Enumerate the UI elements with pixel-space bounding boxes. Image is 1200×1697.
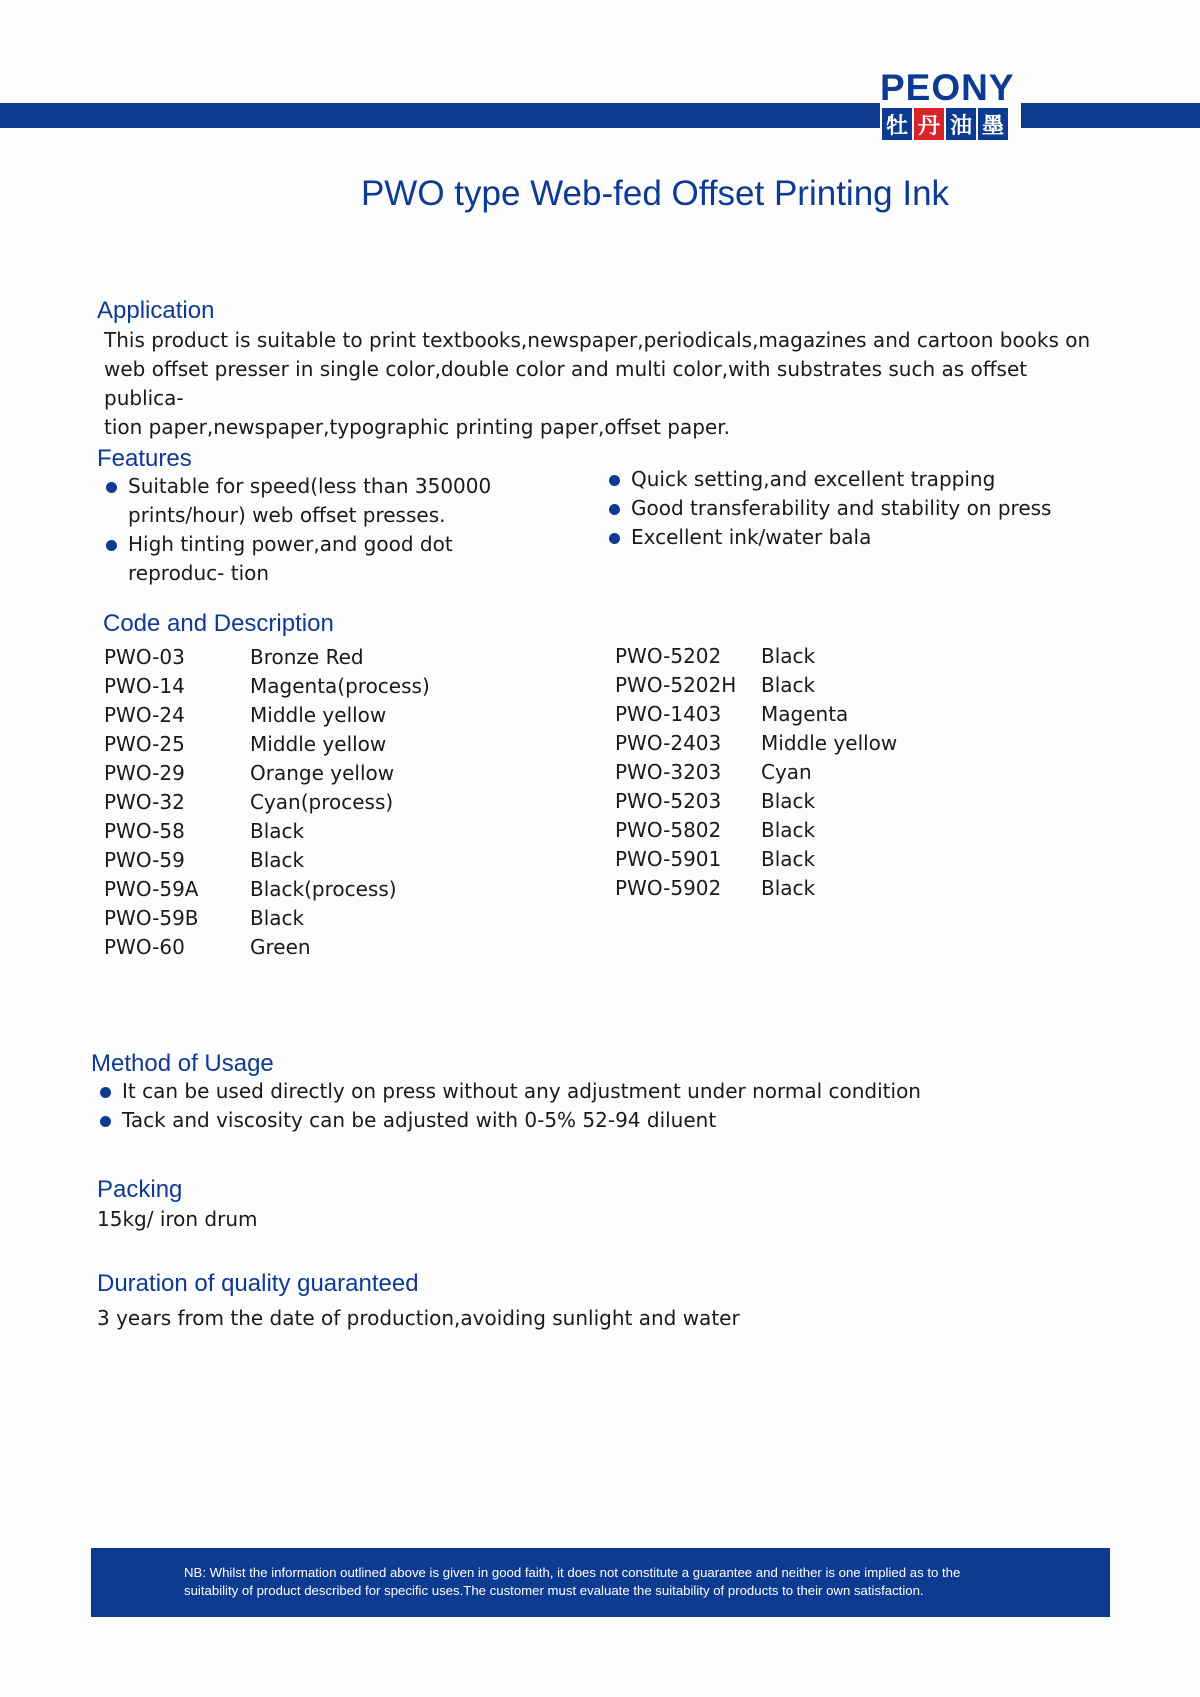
logo-char: 牡: [882, 108, 912, 140]
logo-char: 丹: [914, 108, 944, 140]
duration-text: 3 years from the date of production,avoiding sunlight and water: [97, 1306, 740, 1330]
usage-list: [96, 1077, 1096, 1135]
header-bar-right: [1021, 103, 1200, 128]
product-description: Cyan: [761, 760, 812, 784]
product-code: PWO-2403: [615, 731, 722, 755]
product-code: PWO-1403: [615, 702, 722, 726]
disclaimer-line: NB: Whilst the information outlined above is given in good faith, it does not constitute a guarantee and neither is one implied as to the: [184, 1565, 961, 1580]
product-description: Black: [250, 848, 305, 872]
product-code: PWO-5802: [615, 818, 722, 842]
product-description: Black: [250, 906, 305, 930]
product-code: PWO-59A: [104, 877, 199, 901]
logo-char: 墨: [978, 108, 1008, 140]
product-description: Black: [761, 673, 816, 697]
product-code: PWO-25: [104, 732, 185, 756]
product-description: Black: [761, 644, 816, 668]
product-description: Black: [761, 789, 816, 813]
peony-logo: [880, 67, 1015, 140]
feature-item: Quick setting,and excellent trapping: [605, 465, 1165, 494]
codes-table-left: [104, 643, 430, 962]
feature-item: Suitable for speed(less than 350000 prints/hour) web offset presses.: [102, 472, 562, 530]
product-description: Middle yellow: [761, 731, 898, 755]
disclaimer-line: suitability of product described for specific uses.The customer must evaluate the suitability of products to their own satisfaction.: [184, 1583, 924, 1598]
product-code: PWO-58: [104, 819, 185, 843]
logo-wordmark: PEONY: [880, 67, 1015, 108]
product-description: Magenta: [761, 702, 849, 726]
logo-chinese: [882, 108, 1008, 140]
packing-text: 15kg/ iron drum: [97, 1207, 258, 1231]
product-code: PWO-60: [104, 935, 185, 959]
product-description: Magenta(process): [250, 674, 430, 698]
disclaimer-text: [184, 1564, 1064, 1600]
packing-heading: Packing: [97, 1176, 183, 1203]
product-description: Middle yellow: [250, 732, 387, 756]
features-list-left: [102, 472, 562, 588]
feature-item: Good transferability and stability on press: [605, 494, 1165, 523]
application-line: web offset presser in single color,double color and multi color,with substrates such as offset publica-: [104, 357, 1028, 410]
usage-item: It can be used directly on press without any adjustment under normal condition: [96, 1077, 1096, 1106]
product-code: PWO-14: [104, 674, 185, 698]
feature-item: High tinting power,and good dot reproduc- tion: [102, 530, 562, 588]
application-line: tion paper,newspaper,typographic printing paper,offset paper.: [104, 415, 730, 439]
product-code: PWO-32: [104, 790, 185, 814]
product-description: Orange yellow: [250, 761, 395, 785]
features-heading: Features: [97, 445, 192, 472]
product-code: PWO-59B: [104, 906, 199, 930]
logo-char: 油: [946, 108, 976, 140]
product-code: PWO-03: [104, 645, 185, 669]
product-code: PWO-5202: [615, 644, 722, 668]
usage-heading: Method of Usage: [91, 1050, 274, 1077]
product-description: Cyan(process): [250, 790, 394, 814]
product-code: PWO-5203: [615, 789, 722, 813]
duration-heading: Duration of quality guaranteed: [97, 1270, 419, 1297]
feature-item: Excellent ink/water bala: [605, 523, 1165, 552]
product-description: Black: [761, 876, 816, 900]
product-code: PWO-59: [104, 848, 185, 872]
product-code: PWO-3203: [615, 760, 722, 784]
product-code: PWO-29: [104, 761, 185, 785]
footer-disclaimer: [91, 1548, 1110, 1617]
product-description: Black: [761, 818, 816, 842]
codes-table-right: [615, 642, 897, 903]
product-code: PWO-5902: [615, 876, 722, 900]
product-description: Green: [250, 935, 311, 959]
features-list-right: [605, 465, 1165, 552]
usage-item: Tack and viscosity can be adjusted with 0-5% 52-94 diluent: [96, 1106, 1096, 1135]
codes-heading: Code and Description: [103, 610, 334, 637]
application-text: [104, 326, 1104, 442]
product-code: PWO-24: [104, 703, 185, 727]
page-title: PWO type Web-fed Offset Printing Ink: [360, 174, 950, 213]
product-description: Bronze Red: [250, 645, 364, 669]
product-code: PWO-5202H: [615, 673, 737, 697]
application-heading: Application: [97, 297, 215, 324]
product-description: Middle yellow: [250, 703, 387, 727]
product-description: Black(process): [250, 877, 397, 901]
application-line: This product is suitable to print textbooks,newspaper,periodicals,magazines and cartoon books on: [104, 328, 1091, 352]
product-description: Black: [761, 847, 816, 871]
product-description: Black: [250, 819, 305, 843]
header-bar-left: [0, 103, 880, 128]
product-code: PWO-5901: [615, 847, 722, 871]
